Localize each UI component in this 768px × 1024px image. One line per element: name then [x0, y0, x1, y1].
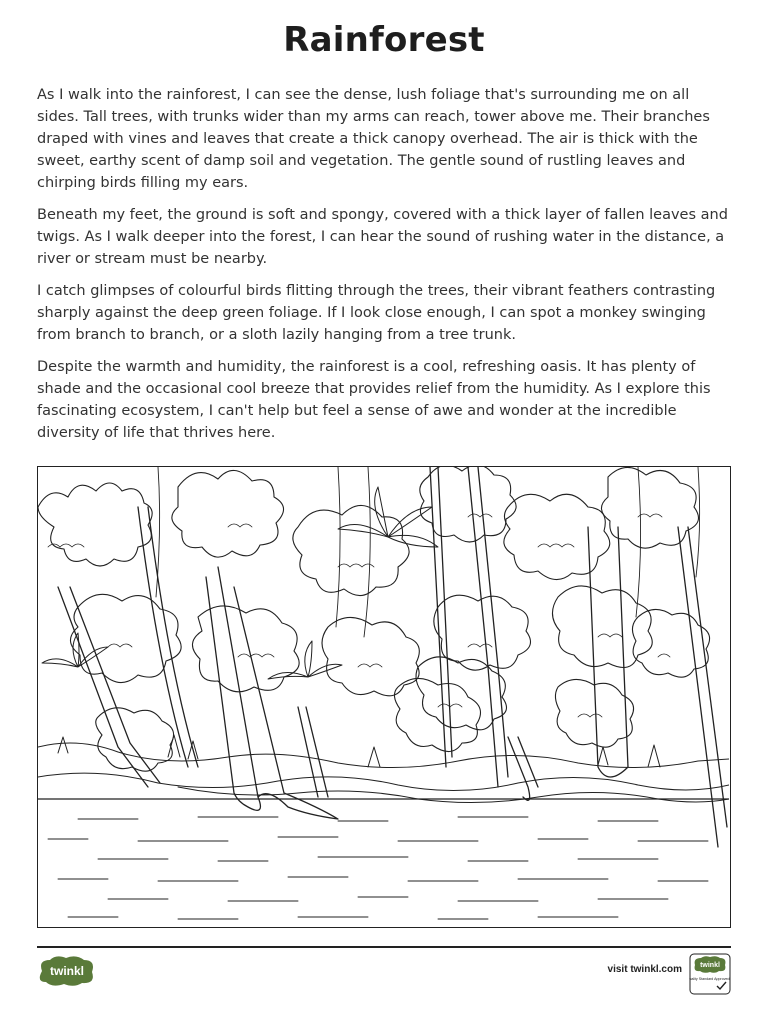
page-title: Rainforest	[283, 20, 485, 60]
palm-fronds	[42, 487, 438, 679]
visit-link[interactable]: visit twinkl.com	[607, 964, 682, 975]
badge-subtext: Quality Standard Approved	[689, 977, 730, 981]
footer-divider	[37, 946, 731, 948]
badge-logo-text: twinkl	[700, 962, 720, 969]
quality-badge	[689, 953, 731, 995]
hanging-vines	[156, 467, 700, 637]
tree-trunks	[58, 467, 727, 847]
paragraph-1: As I walk into the rainforest, I can see the dense, lush foliage that's surrounding me on all sides. Tall trees, with trunks wider than my arms can reach, tower above me. Their branches draped with vines and leaves that create a thick canopy overhead. The air is thick with the sweet, earthy scent of damp soil and vegetation. The gentle sound of rustling leaves and chirping birds filling my ears.	[37, 87, 710, 191]
paragraph-4: Despite the warmth and humidity, the rainforest is a cool, refreshing oasis. It has plenty of shade and the occasional cool breeze that provides relief from the humidity. As I explore this fascinating ecosystem, I can't help but feel a sense of awe and wonder at the incredible diversity of life that thrives here.	[37, 359, 711, 441]
twinkl-logo[interactable]	[36, 954, 98, 988]
paragraph-3: I catch glimpses of colourful birds flitting through the trees, their vibrant feathers contrasting sharply against the deep green foliage. If I look close enough, I can spot a monkey swinging from branch to branch, or a sloth lazily hanging from a tree trunk.	[37, 283, 716, 343]
river-water	[38, 799, 729, 919]
logo-text: twinkl	[49, 964, 85, 978]
rainforest-scene-illustration	[37, 466, 731, 928]
leaf-texture	[48, 514, 670, 717]
passage	[37, 84, 731, 454]
paragraph-2: Beneath my feet, the ground is soft and spongy, covered with a thick layer of fallen leaves and twigs. As I walk deeper into the forest, I can hear the sound of rushing water in the distance, a river or stream must be nearby.	[37, 207, 728, 267]
